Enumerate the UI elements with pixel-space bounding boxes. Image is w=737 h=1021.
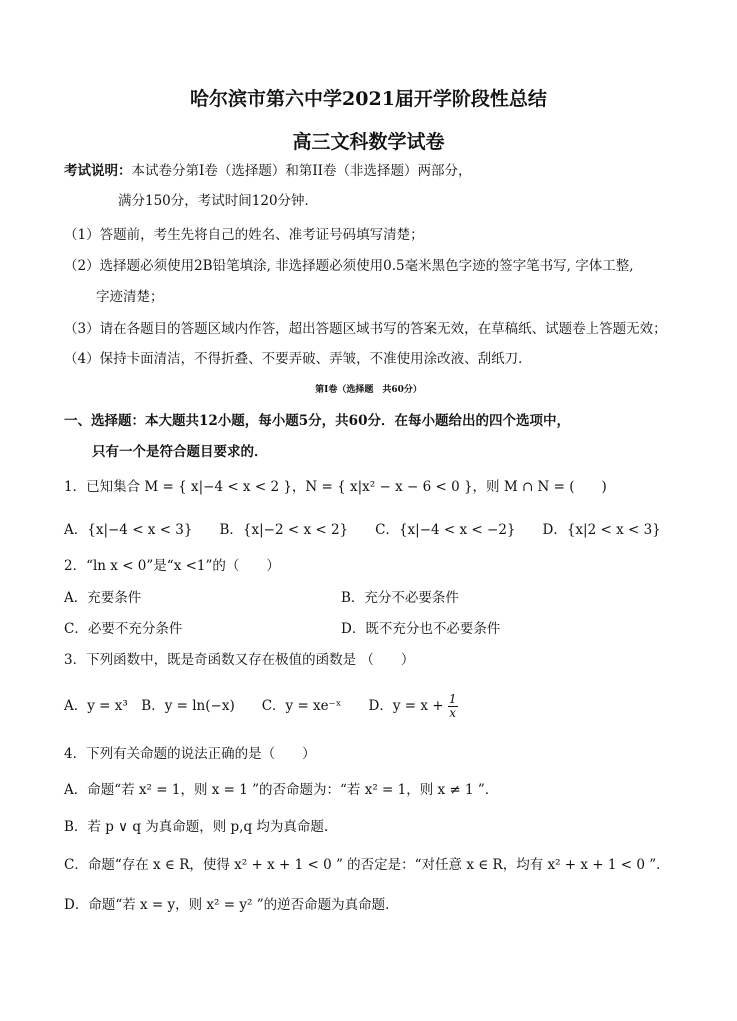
question-4-option-c: C．命题“存在 x ∈ R，使得 x² + x + 1 < 0 ” 的否定是：“对任意 x ∈ R，均有 x² + x + 1 < 0 ”． bbox=[64, 857, 670, 873]
question-1-options: A．{x|−4 < x < 3} B．{x|−2 < x < 2} C．{x|−4 < x < −2} D．{x|2 < x < 3} bbox=[64, 522, 661, 538]
instruction-item-1: （1）答题前，考生先将自己的姓名、准考证号码填写清楚； bbox=[64, 227, 424, 243]
question-4-option-d: D．命题“若 x = y，则 x² = y² ”的逆否命题为真命题． bbox=[64, 897, 399, 913]
question-4-option-b: B．若 p ∨ q 为真命题，则 p,q 均为真命题. bbox=[64, 819, 329, 835]
instructions-label: 考试说明： bbox=[64, 163, 132, 179]
fraction-one-over-x bbox=[448, 693, 458, 720]
question-2-option-a: A．充要条件 bbox=[64, 590, 142, 606]
question-3-stem: 3．下列函数中，既是奇函数又存在极值的函数是 （ ） bbox=[64, 652, 415, 668]
question-2-option-b: B．充分不必要条件 bbox=[341, 590, 459, 606]
instructions-line2: 满分150分，考试时间120分钟． bbox=[118, 193, 319, 209]
section-instructions-2: 只有一个是符合题目要求的． bbox=[92, 444, 268, 460]
question-2-option-d: D．既不充分也不必要条件 bbox=[341, 621, 501, 637]
instruction-item-2: （2）选择题必须使用2B铅笔填涂, 非选择题必须使用0.5毫米黑色字迹的签字笔书写, 字体工整, bbox=[64, 258, 634, 274]
instructions-line1 bbox=[64, 162, 472, 180]
question-1-stem: 1．已知集合 M = { x|−4 < x < 2 }，N = { x|x² − x − 6 < 0 }，则 M ∩ N = ( ) bbox=[64, 479, 607, 495]
exam-subtitle: 高三文科数学试卷 bbox=[292, 131, 445, 153]
question-2-stem: 2．“ln x < 0”是“x <1”的（ ） bbox=[64, 558, 280, 574]
fraction-denominator: x bbox=[449, 706, 457, 720]
section-instructions-1: 一、选择题：本大题共12小题，每小题5分，共60分．在每小题给出的四个选项中， bbox=[64, 413, 570, 429]
fraction-numerator: 1 bbox=[448, 692, 457, 706]
question-2-option-c: C．必要不充分条件 bbox=[64, 621, 183, 637]
instruction-item-4: （4）保持卡面清洁，不得折叠、不要弄破、弄皱，不准使用涂改液、刮纸刀． bbox=[64, 351, 532, 367]
part1-heading: 第I卷（选择题 共60分） bbox=[315, 385, 422, 395]
question-3-options-text: A．y = x³ B．y = ln(−x) C．y = xe⁻ˣ D．y = x + bbox=[64, 698, 444, 714]
question-4-stem: 4．下列有关命题的说法正确的是（ ） bbox=[64, 746, 316, 762]
instruction-item-3: （3）请在各题目的答题区域内作答，超出答题区域书写的答案无效，在草稿纸、试题卷上答题无效； bbox=[64, 321, 667, 337]
question-3-options bbox=[64, 690, 458, 722]
instructions-text: 本试卷分第I卷（选择题）和第II卷（非选择题）两部分， bbox=[131, 163, 472, 179]
exam-title: 哈尔滨市第六中学2021届开学阶段性总结 bbox=[190, 88, 547, 110]
instruction-item-2-cont: 字迹清楚； bbox=[96, 289, 164, 305]
question-4-option-a: A．命题“若 x² = 1，则 x = 1 ”的否命题为：“若 x² = 1，则 x ≠ 1 ”． bbox=[64, 782, 499, 798]
